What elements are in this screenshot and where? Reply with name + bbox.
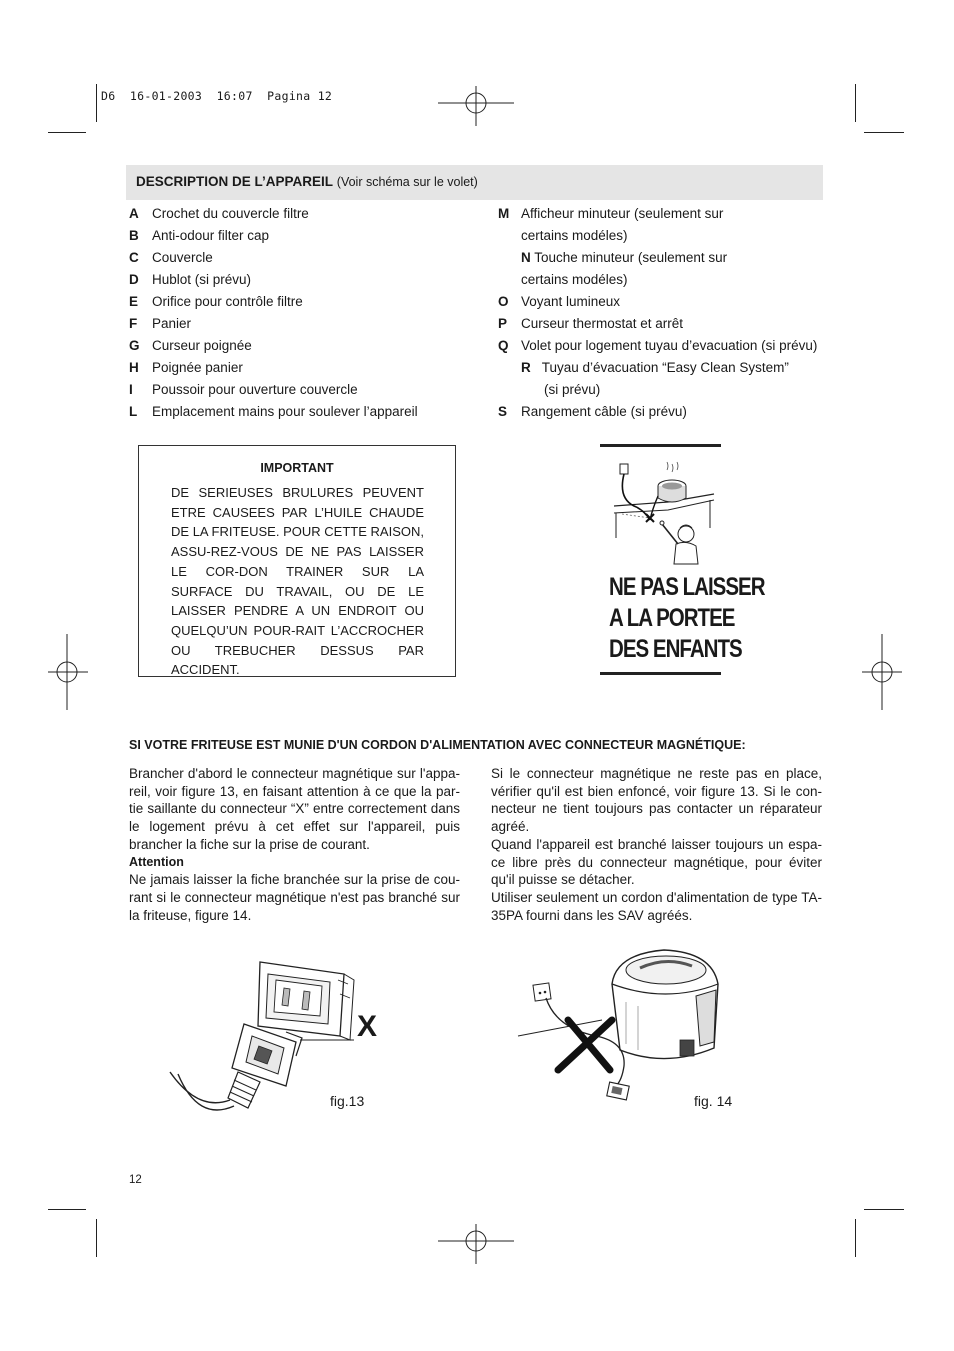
legend-item: E Orifice pour contrôle filtre [129, 294, 303, 309]
legend-item: I Poussoir pour ouverture couvercle [129, 382, 358, 397]
paragraph: Quand l'appareil est branché laisser toujours un espa-ce libre près du connecteur magnétique, pour éviter qu'il puisse se détacher. [491, 836, 822, 888]
important-title: IMPORTANT [260, 461, 334, 475]
legend-item: M Afficheur minuteur (seulement sur [498, 206, 724, 221]
registration-mark-left [44, 632, 90, 712]
legend-item: F Panier [129, 316, 192, 331]
registration-mark-top [436, 84, 516, 128]
legend-item: S Rangement câble (si prévu) [498, 404, 687, 419]
parts-legend-right [498, 203, 817, 423]
fig13-x-label: X [357, 1010, 378, 1043]
right-column [491, 765, 822, 924]
legend-item: L Emplacement mains pour soulever l’appareil [129, 404, 418, 419]
warning-rule-bottom [600, 672, 721, 675]
section-header [136, 174, 478, 189]
registration-mark-right [860, 632, 906, 712]
warning-text [609, 572, 765, 665]
registration-mark-bottom [436, 1222, 516, 1266]
print-info-line: D6 16-01-2003 16:07 Pagina 12 [101, 89, 333, 103]
warning-line: DES ENFANTS [609, 635, 742, 663]
legend-item: P Curseur thermostat et arrêt [498, 316, 684, 331]
legend-item: G Curseur poignée [129, 338, 252, 353]
legend-item-continuation: (si prévu) [544, 382, 601, 397]
legend-item-continuation: certains modéles) [521, 272, 628, 287]
legend-item: O Voyant lumineux [498, 294, 621, 309]
legend-item: C Couvercle [129, 250, 213, 265]
warning-line: A LA PORTEE [609, 604, 735, 632]
parts-legend-left [129, 203, 418, 423]
fig14-fryer-illustration [516, 944, 728, 1106]
legend-item: A Crochet du couvercle filtre [129, 206, 309, 221]
paragraph: Si le connecteur magnétique ne reste pas en place, vérifier qu'il est bien enfoncé, voir figure 13. Si le con-necteur ne tient toujours pas contacter un réparateur agréé. [491, 766, 822, 835]
important-body: DE SERIEUSES BRULURES PEUVENT ETRE CAUSEES PAR L’HUILE CHAUDE DE LA FRITEUSE. POUR CETTE RAISON, ASSU-REZ-VOUS DE NE PAS LAISSER LE COR-DON TRAINER SUR LA SURFACE DU TRAVAIL, OU DE LE LAISSER PENDRE A UN ENDROIT OU QUELQU’UN POUR-RAIT L’ACCROCHER OU TREBUCHER DESSUS PAR ACCIDENT. [171, 485, 424, 678]
paragraph: Brancher d'abord le connecteur magnétique sur l'appa-reil, voir figure 13, en faisant attention à ce que la par-tie saillante du connecteur “X” entre correctement dans le logement prévu à cet effet sur l'appareil, puis brancher la fiche sur la prise de courant. [129, 766, 460, 852]
child-warning-illustration [610, 458, 718, 570]
warning-line: NE PAS LAISSER [609, 573, 765, 601]
fig14-caption: fig. 14 [694, 1093, 733, 1109]
section-header-title: DESCRIPTION DE L’APPAREIL [136, 174, 334, 189]
section-title: SI VOTRE FRITEUSE EST MUNIE D'UN CORDON D'ALIMENTATION AVEC CONNECTEUR MAGNÉTIQUE: [129, 738, 746, 752]
page-number: 12 [129, 1174, 142, 1186]
legend-item: H Poignée panier [129, 360, 243, 375]
paragraph: Ne jamais laisser la fiche branchée sur la prise de cou-rant si le connecteur magnétique n'est pas branché sur la friteuse, figure 14. [129, 872, 460, 923]
legend-item: B Anti-odour filter cap [129, 228, 270, 243]
legend-item: D Hublot (si prévu) [129, 272, 252, 287]
legend-item: Q Volet pour logement tuyau d’evacuation (si prévu) [498, 338, 818, 353]
paragraph: Utiliser seulement un cordon d'alimentation de type TA-35PA fourni dans les SAV agréés. [491, 889, 822, 923]
fig13-caption: fig.13 [330, 1093, 365, 1109]
section-header-subtitle: (Voir schéma sur le volet) [336, 175, 478, 189]
attention-heading: Attention [129, 854, 184, 869]
legend-item: N Touche minuteur (seulement sur [521, 250, 728, 265]
legend-item: R Tuyau d’évacuation “Easy Clean System” [521, 360, 789, 375]
warning-rule-top [600, 444, 721, 447]
left-column [129, 765, 460, 924]
legend-item-continuation: certains modéles) [521, 228, 628, 243]
